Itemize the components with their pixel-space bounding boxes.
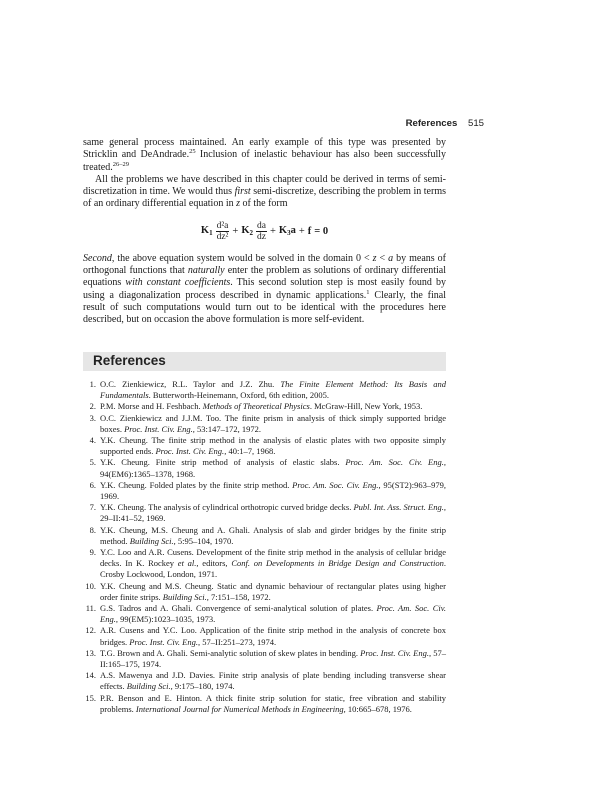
reference-authors-title: Y.K. Cheung. Finite strip method of analysis of elastic slabs. [100,457,346,468]
reference-details: , 10:665–678, 1976. [343,703,412,714]
reference-details: , 7:151–158, 1972. [206,591,271,602]
reference-authors-title: G.S. Tadros and A. Ghali. Convergence of semi-analytical solution of plates. [100,603,377,614]
reference-source: Proc. Inst. Civ. Eng. [129,636,198,647]
reference-details: , 94(EM6):1365–1378, 1968. [100,457,446,479]
reference-source: International Journal for Numerical Methods in Engineering [135,703,344,714]
reference-authors-title: O.C. Zienkiewicz and J.J.M. Too. The finite prism in analysis of thick simply supported bridge boxes. [100,412,446,434]
reference-authors-title: Y.K. Cheung. The analysis of cylindrical orthotropic curved bridge decks. [100,502,354,513]
reference-source: Building Sci. [126,681,171,692]
eq-k2: $K_2$ [241,224,253,237]
reference-item [83,401,446,412]
running-head-title: References [405,118,458,129]
reference-number: 4. [89,435,96,446]
reference-authors-title: Y.K. Cheung and M.S. Cheung. Static and dynamic behaviour of rectangular plates using higher order finite strips. [100,580,446,602]
p2-text-2: semi-discretize, describing the problem in terms of an ordinary differential equation in [83,186,446,210]
reference-source: Proc. Am. Soc. Civ. Eng. [345,457,444,468]
reference-number: 11. [85,603,96,614]
reference-number: 7. [89,502,96,513]
reference-details: . Butterworth-Heinemann, Oxford, 6th edition, 2005. [148,390,329,401]
eq-f: f [307,225,312,237]
reference-authors-title: Y.C. Loo and A.R. Cusens. Development of the finite strip method in the analysis of cellular bridge decks. In K. Rockey [100,547,446,569]
reference-number: 6. [89,479,96,490]
reference-source: et al. [177,558,197,569]
reference-authors-title: Y.K. Cheung, M.S. Cheung and A. Ghali. Analysis of slab and girder bridges by the finite strip method. [100,524,446,546]
reference-number: 15. [85,692,96,703]
eq-equals: = 0 [314,225,329,237]
reference-source: Proc. Inst. Civ. Eng. [155,446,225,457]
reference-number: 5. [89,457,96,468]
reference-source: Proc. Inst. Civ. Eng. [124,423,193,434]
p2-em-first: first [234,186,251,198]
reference-details: , 53:147–172, 1972. [192,423,262,434]
reference-authors-title: O.C. Zienkiewicz, R.L. Taylor and J.Z. Zhu. [100,379,281,389]
p2-em-z: z [236,198,241,210]
eq-k1: $K_1$ [200,224,213,237]
reference-authors-title: P.R. Benson and E. Hinton. A thick finite strip solution for static, free vibration and stability problems. [100,692,446,714]
reference-source: Proc. Inst. Civ. Eng. [360,647,429,658]
p2-text-3: of the form [240,198,288,210]
reference-item [83,502,446,524]
reference-item [83,413,446,435]
reference-details: , 5:95–104, 1970. [173,535,234,546]
eq-k3a: $K_3a$ [278,224,296,237]
citation-1: 1 [366,288,370,296]
reference-item [83,670,446,692]
citation-25: 25 [189,148,196,156]
reference-number: 12. [85,625,96,636]
reference-item [83,693,446,715]
p2-text-1: All the problems we have described in this chapter could be derived in terms of semi-discretization in time. We would thus [83,173,446,198]
eq-frac-2: $\frac{da}{dz}$ [257,221,266,243]
paragraph-2 [83,174,446,211]
reference-item [83,625,446,647]
reference-number: 3. [89,412,96,423]
reference-details: , 29–II:41–52, 1969. [100,502,446,524]
paragraph-1 [83,137,446,174]
running-head [406,118,484,129]
reference-details: . Crosby Lockwood, London, 1971. [100,558,446,580]
reference-item [83,648,446,670]
reference-number: 2. [89,401,96,412]
eq-plus-3: + [298,225,305,237]
reference-number: 10. [85,580,96,591]
reference-authors-title: A.S. Mawenya and J.D. Davies. Finite strip analysis of plate bending including transverse shear effects. [100,670,446,692]
p3-em-constant-coefficients: with constant coefficients [125,277,231,289]
reference-list [83,379,446,715]
reference-number: 14. [85,670,96,681]
reference-source: Methods of Theoretical Physics [202,401,310,412]
reference-authors-title: T.G. Brown and A. Ghali. Semi-analytic solution of skew plates in bending. [100,647,361,658]
reference-details: , 9:175–180, 1974. [170,681,235,692]
reference-item [83,379,446,401]
page-number: 515 [467,118,484,129]
p3-em-naturally: naturally [187,265,225,277]
reference-authors-title: A.R. Cusens and Y.C. Loo. Application of the finite strip method in the analysis of concrete box bridges. [100,625,446,647]
reference-number: 1. [89,379,96,389]
reference-details: . McGraw-Hill, New York, 1953. [309,401,423,412]
reference-authors-title: P.M. Morse and H. Feshbach. [100,401,203,412]
reference-item [83,525,446,547]
reference-source: Publ. Int. Ass. Struct. Eng. [353,502,444,513]
references-heading: References [93,353,166,368]
eq-plus-2: + [269,225,276,237]
reference-details: , 57–II:251–273, 1974. [197,636,277,647]
reference-number: 8. [89,524,96,535]
reference-authors-title: Y.K. Cheung. The finite strip method in the analysis of elastic plates with two opposite simply supported ends. [100,435,446,457]
reference-details: , 95(ST2):963–979, 1969. [100,479,446,502]
reference-source: Proc. Am. Soc. Civ. Eng. [100,603,446,625]
reference-source: Building Sci. [129,535,174,546]
reference-details: , 57–II:165–175, 1974. [100,647,447,670]
reference-item [83,480,446,502]
p1-text-1: same general process maintained. An early example of this type was presented by Stricklin and DeAndrade. [83,137,446,161]
body-text [83,137,446,327]
citation-26-29: 26–29 [112,160,129,168]
reference-details: , 99(EM5):1023–1035, 1973. [115,614,216,625]
reference-source: The Finite Element Method: Its Basis and Fundamentals [100,379,446,401]
reference-source: Building Sci. [162,591,207,602]
reference-source: Proc. Am. Soc. Civ. Eng. [292,479,379,490]
p3-em-second: Second [83,252,112,264]
reference-item [83,603,446,625]
reference-item [83,435,446,457]
reference-item [83,547,446,581]
reference-details: , editors, [196,558,232,569]
reference-item [83,581,446,603]
reference-number: 13. [85,647,96,658]
eq-plus-1: + [232,225,239,237]
reference-item [83,457,446,479]
reference-details: , 40:1–7, 1968. [224,446,276,457]
eq-frac-1: $\frac{\text{d²a}}{\text{dz²}}$ [216,221,229,243]
reference-number: 9. [89,547,96,558]
reference-source: Conf. on Developments in Bridge Design and Construction [231,558,444,569]
references-heading-bar [83,352,446,371]
equation [83,221,446,243]
reference-authors-title: Y.K. Cheung. Folded plates by the finite strip method. [100,479,293,490]
p1-text-2: Inclusion of inelastic behaviour has also been successfully treated. [83,149,446,173]
paragraph-3: Second, the above equation system would be solved in the domain 0 < z < a by means of orthogonal functions that naturally enter the problem as solutions of ordinary differential equations with constant coefficients. This second solution step is most easily found by using a diagonalization process described in dynamic applications.$^1$ Clearly, the final result of such computations would turn out to be identical with the procedures here described, but on occasion the above formulation is more self-evident. [83,252,447,326]
